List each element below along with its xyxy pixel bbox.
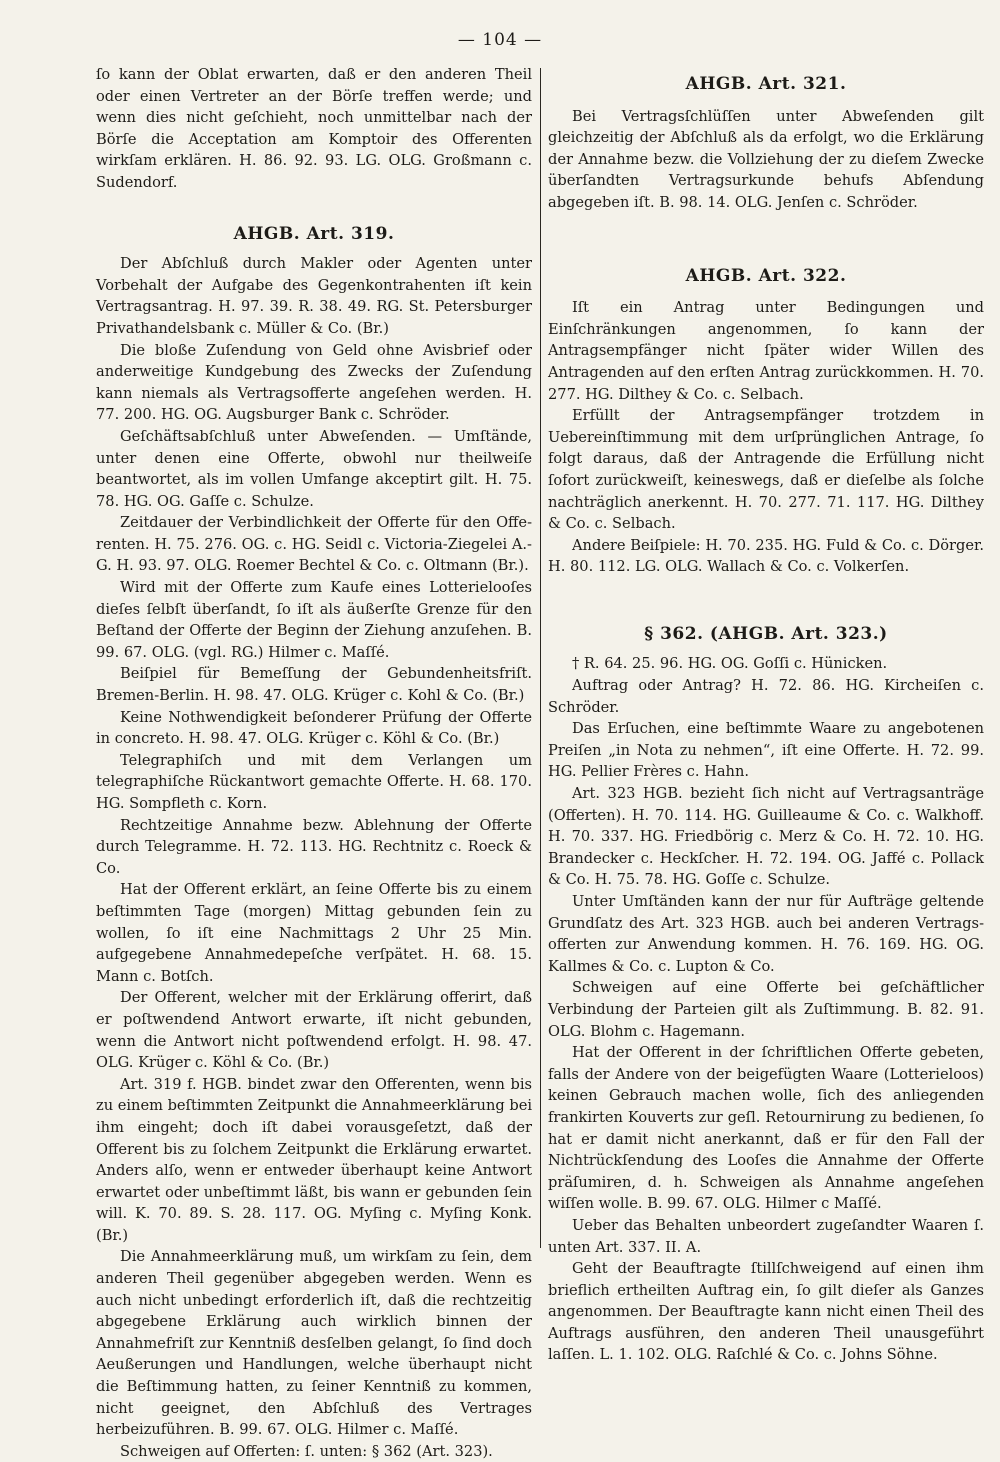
paragraph: Art. 323 HGB. bezieht ſich nicht auf Vertragsanträge (Offerten). H. 70. 114. HG. Guilleaume & Co. c. Walkhoff. H. 70. 337. HG. Friedbörig c. Merz & Co. H. 72. 10. HG. Brandecker c. Heckſcher. H. 72. 194. OG. Jaffé c. Pollack & Co. H. 75. 78. HG. Goſſe c. Schulze. bbox=[548, 785, 984, 889]
paragraph: Der Offerent, welcher mit der Erklärung offerirt, daß er poſtwendend Antwort erwarte, iſt nicht gebunden, wenn die Antwort nicht poſtwendend erfolgt. H. 98. 47. OLG. Krüger c. Köhl & Co. (Br.) bbox=[96, 989, 532, 1072]
heading-art-319: AHGB. Art. 319. bbox=[233, 223, 395, 244]
paragraph: Telegraphiſch und mit dem Verlangen um telegraphiſche Rückantwort gemachte Offerte. H. 68. 170. HG. Sompfleth c. Korn. bbox=[96, 751, 532, 812]
paragraph: Erfüllt der Antragsempfänger trotzdem in Uebereinſtimmung mit dem urſprünglichen Antrage, ſo folgt daraus, daß der Antragende die Erfüllung nicht ſofort zurückweiſt, keineswegs, daß er dieſelbe als ſolche nachträglich anerkennt. H. 70. 277. 71. 117. HG. Dilthey & Co. c. Selbach. bbox=[548, 407, 984, 533]
paragraph: Unter Umſtänden kann der nur für Aufträge geltende Grundſatz des Art. 323 HGB. auch bei anderen Vertragsofferten zur Anwendung kommen. H. 76. 169. HG. OG. Kallmes & Co. c. Lupton & Co. bbox=[548, 893, 984, 975]
paragraph: Zeitdauer der Verbindlichkeit der Offerte für den Offerenten. H. 75. 276. OG. c. HG. Seidl c. Victoria-Ziegelei A.-G. H. 93. 97. OLG. Roemer Bechtel & Co. c. Oltmann (Br.). bbox=[96, 514, 532, 575]
paragraph: Die bloße Zuſendung von Geld ohne Avisbrief oder anderweitige Kundgebung des Zwecks der Zuſendung kann niemals als Vertragsofferte angeſehen werden. H. 77. 200. HG. OG. Augsburger Bank c. Schröder. bbox=[96, 341, 532, 424]
paragraph: Hat der Offerent erklärt, an ſeine Offerte bis zu einem beſtimmten Tage (morgen) Mittag gebunden ſein zu wollen, ſo iſt eine Nachmittags 2 Uhr 25 Min. aufgegebene Annahmedepeſche verſpätet. H. 68. 15. Mann c. Botſch. bbox=[96, 881, 532, 985]
paragraph: Keine Nothwendigkeit beſonderer Prüfung der Offerte in concreto. H. 98. 47. OLG. Krüger c. Köhl & Co. (Br.) bbox=[96, 708, 532, 748]
paragraph: Das Erſuchen, eine beſtimmte Waare zu angebotenen Preiſen „in Nota zu nehmen“, iſt eine Offerte. H. 72. 99. HG. Pellier Frères c. Hahn. bbox=[548, 720, 984, 781]
paragraph: Die Annahmeerklärung muß, um wirkſam zu ſein, dem anderen Theil gegenüber abgegeben werden. Wenn es auch nicht unbedingt erforderlich iſt, daß die rechtzeitig abgegebene Erklärung auch wirklich binnen der Annahmefriſt zur Kenntniß desſelben gelangt, ſo ſind doch Aeußerungen und Handlungen, welche überhaupt nicht die Beſtimmung hatten, zu ſeiner Kenntniß zu kommen, nicht geeignet, den Abſchluß des Vertrages herbeizuführen. B. 99. 67. OLG. Hilmer c. Maſſé. bbox=[96, 1248, 532, 1439]
heading-art-321: AHGB. Art. 321. bbox=[685, 74, 847, 94]
column-divider bbox=[540, 68, 541, 1248]
paragraph: Rechtzeitige Annahme bezw. Ablehnung der Offerte durch Telegramme. H. 72. 113. HG. Rechtnitz c. Roeck & Co. bbox=[96, 816, 532, 877]
paragraph: Schweigen auf eine Offerte bei geſchäftlicher Verbindung der Parteien gilt als Zuſtimmung. B. 82. 91. OLG. Blohm c. Hagemann. bbox=[548, 979, 984, 1040]
paragraph: Geſchäftsabſchluß unter Abweſenden. — Umſtände, unter denen eine Offerte, obwohl nur theilweiſe beantwortet, als im vollen Umfange akceptirt gilt. H. 75. 78. HG. OG. Gaſſe c. Schulze. bbox=[96, 427, 532, 510]
paragraph: Auftrag oder Antrag? H. 72. 86. HG. Kircheiſen c. Schröder. bbox=[548, 677, 984, 716]
paragraph: Hat der Offerent in der ſchriftlichen Offerte gebeten, falls der Andere von der beigefügten Waare (Lotterieloos) keinen Gebrauch machen wolle, ſich des anliegenden frankirten Kouverts zur geſl. Retournirung zu bedienen, ſo hat er damit nicht anerkannt, daß er für den Fall der Nichtrückſendung des Looſes die Annahme der Offerte präſumiren, d. h. Schweigen als Annahme angeſehen wiſſen wolle. B. 99. 67. OLG. Hilmer c Maſſé. bbox=[548, 1044, 984, 1213]
left-intro-paragraph: ſo kann der Oblat erwarten, daß er den anderen Theil oder einen Vertreter an der Börſe treffen werde; und wenn dies nicht geſchieht, noch unmittelbar nach der Börſe die Acceptation am Komptoir des Offerenten wirkſam erklären. H. 86. 92. 93. LG. OLG. Großmann c. Sudendorf. bbox=[96, 66, 532, 191]
paragraph: Geht der Beauftragte ſtillſchweigend auf einen ihm brieflich ertheilten Auftrag ein, ſo gilt dieſer als Ganzes angenommen. Der Beauftragte kann nicht einen Theil des Auftrags ausführen, den anderen Theil unausgeführt laſſen. L. 1. 102. OLG. Raſchlé & Co. c. Johns Söhne. bbox=[548, 1260, 984, 1364]
left-column bbox=[96, 64, 532, 1462]
paragraph: Beiſpiel für Bemeſſung der Gebundenheitsfriſt. Bremen-Berlin. H. 98. 47. OLG. Krüger c. Kohl & Co. (Br.) bbox=[96, 665, 532, 705]
paragraph: † R. 64. 25. 96. HG. OG. Goſſi c. Hünicken. bbox=[572, 655, 888, 673]
paragraph: Der Abſchluß durch Makler oder Agenten unter Vorbehalt der Aufgabe des Gegenkontrahenten iſt kein Vertragsantrag. H. 97. 39. R. 38. 49. RG. St. Petersburger Privathandelsbank c. Müller & Co. (Br.) bbox=[96, 255, 532, 337]
paragraph: Andere Beiſpiele: H. 70. 235. HG. Fuld & Co. c. Dörger. H. 80. 112. LG. OLG. Wallach & Co. c. Volkerſen. bbox=[548, 536, 984, 576]
paragraph: Wird mit der Offerte zum Kaufe eines Lotterielooſes dieſes ſelbſt überſandt, ſo iſt als äußerſte Grenze für den Beſtand der Offerte der Beginn der Ziehung anzuſehen. B. 99. 67. OLG. (vgl. RG.) Hilmer c. Maſſé. bbox=[96, 579, 532, 661]
paragraph: Schweigen auf Offerten: ſ. unten: § 362 (Art. 323). bbox=[120, 1442, 493, 1460]
right-column bbox=[548, 64, 984, 1366]
paragraph: Ueber das Behalten unbeordert zugeſandter Waaren ſ. unten Art. 337. II. A. bbox=[548, 1216, 984, 1256]
page-number: — 104 — bbox=[457, 30, 543, 50]
paragraph: Iſt ein Antrag unter Bedingungen und Einſchränkungen angenommen, ſo kann der Antragsempfänger nicht ſpäter wider Willen des Antragenden auf den erſten Antrag zurückkommen. H. 70. 277. HG. Dilthey & Co. c. Selbach. bbox=[548, 299, 984, 403]
paragraph: Bei Vertragsſchlüſſen unter Abweſenden gilt gleichzeitig der Abſchluß als da erfolgt, wo die Erklärung der Annahme bezw. die Vollziehung der zu dieſem Zwecke überſandten Vertragsurkunde behufs Abſendung abgegeben iſt. B. 98. 14. OLG. Jenſen c. Schröder. bbox=[548, 107, 984, 211]
paragraph: Art. 319 f. HGB. bindet zwar den Offerenten, wenn bis zu einem beſtimmten Zeitpunkt die Annahmeerklärung bei ihm eingeht; doch iſt dabei vorausgeſetzt, daß der Offerent bis zu ſolchem Zeitpunkt die Erklärung erwartet. Anders alſo, wenn er entweder überhaupt keine Antwort erwartet oder unbeſtimmt läßt, bis wann er gebunden ſein will. K. 70. 89. S. 28. 117. OG. Myſing c. Myſing Konk. (Br.) bbox=[96, 1075, 532, 1244]
heading-section-362: § 362. (AHGB. Art. 323.) bbox=[644, 623, 888, 644]
heading-art-322: AHGB. Art. 322. bbox=[685, 265, 847, 286]
